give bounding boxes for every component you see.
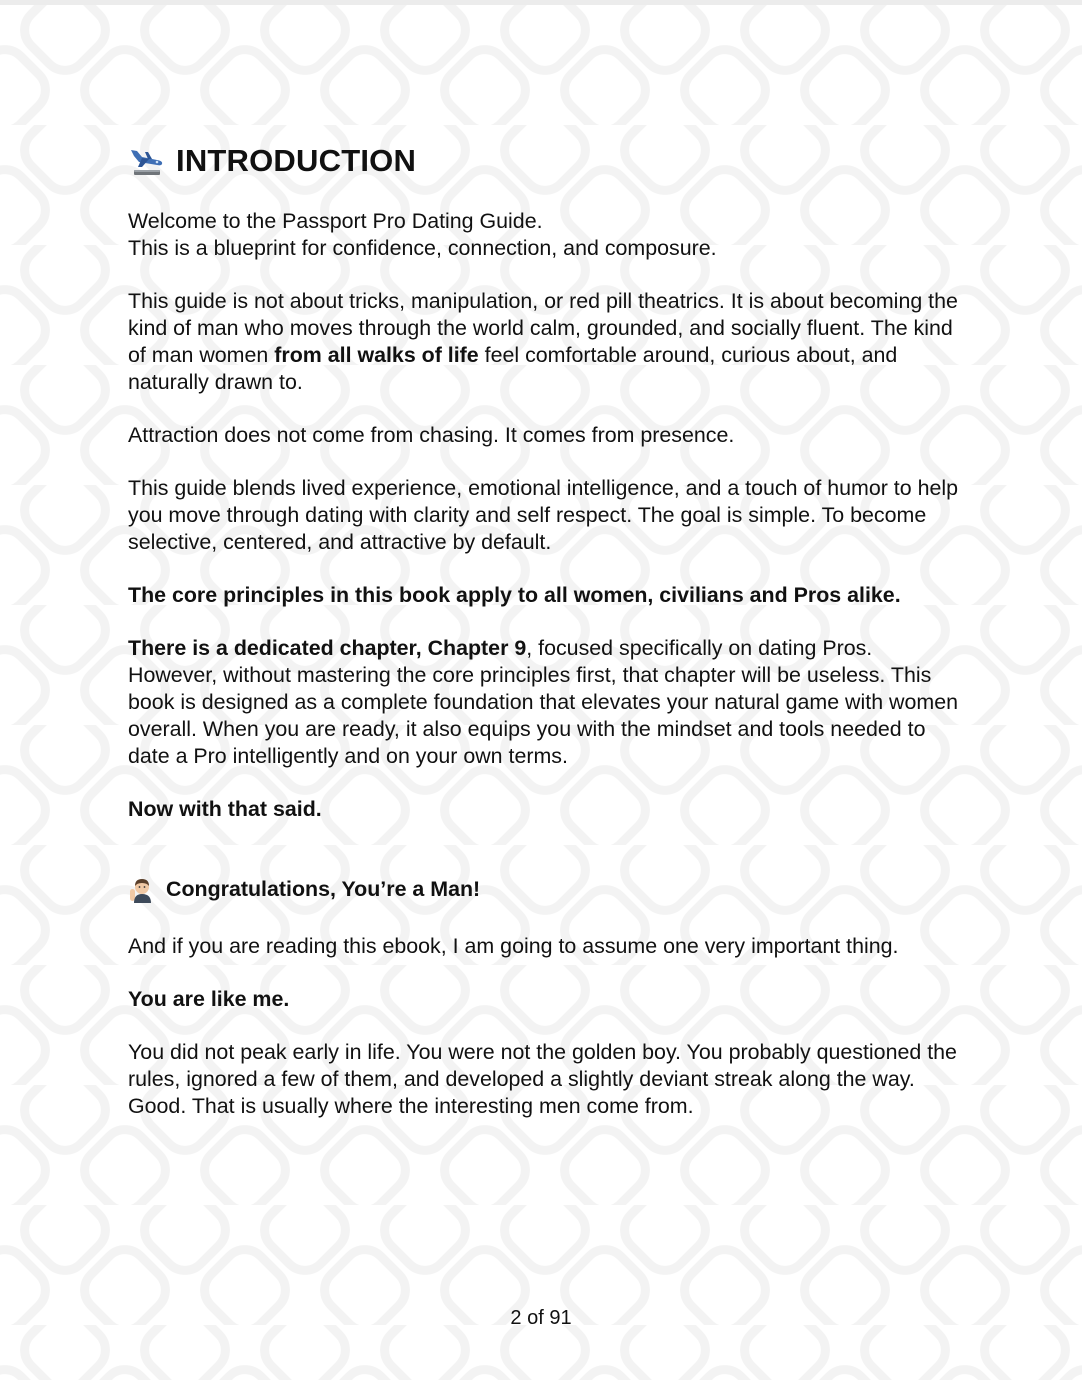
page-content	[128, 138, 958, 1146]
paragraph-5-text: , focused specifically on dating Pros. However, without mastering the core principles first, that chapter will be useless. This book is designed as a complete foundation that elevates your natural game with women overall. When you are ready, it also equips you with the mindset and tools needed to date a Pro intelligently and on your own terms.	[128, 636, 958, 768]
paragraph-1	[128, 288, 958, 396]
page-number: 2 of 91	[510, 1307, 572, 1329]
intro-line-1: Welcome to the Passport Pro Dating Guide.	[128, 209, 543, 233]
airplane-departure-icon	[128, 142, 166, 178]
subheading-row	[128, 873, 958, 905]
paragraph-6: Now with that said.	[128, 797, 322, 821]
paragraph-4: The core principles in this book apply to all women, civilians and Pros alike.	[128, 583, 901, 607]
paragraph-1-text-b: feel comfortable around, curious about, and naturally drawn to.	[128, 343, 898, 394]
paragraph-7: And if you are reading this ebook, I am going to assume one very important thing.	[128, 934, 899, 958]
paragraph-5-bold: There is a dedicated chapter, Chapter 9	[128, 636, 527, 660]
intro-paragraph	[128, 208, 958, 262]
man-raising-hand-icon	[128, 875, 156, 903]
heading-row	[128, 138, 958, 182]
paragraph-2: Attraction does not come from chasing. It comes from presence.	[128, 423, 735, 447]
paragraph-3: This guide blends lived experience, emotional intelligence, and a touch of humor to help you move through dating with clarity and self respect. The goal is simple. To become selective, centered, and attractive by default.	[128, 476, 959, 554]
paragraph-1-bold: from all walks of life	[274, 343, 479, 367]
page-title: INTRODUCTION	[176, 142, 417, 178]
paragraph-5	[128, 635, 958, 770]
paragraph-1-text-a: This guide is not about tricks, manipulation, or red pill theatrics. It is about becoming the kind of man who moves through the world calm, grounded, and socially fluent. The kind of man women	[128, 289, 958, 367]
intro-line-2: This is a blueprint for confidence, connection, and composure.	[128, 236, 717, 260]
paragraph-8: You are like me.	[128, 987, 290, 1011]
paragraph-9: You did not peak early in life. You were not the golden boy. You probably questioned the rules, ignored a few of them, and developed a slightly deviant streak along the way. Good. That is usually where the interesting men come from.	[128, 1040, 957, 1118]
section-subheading: Congratulations, You’re a Man!	[166, 876, 481, 901]
